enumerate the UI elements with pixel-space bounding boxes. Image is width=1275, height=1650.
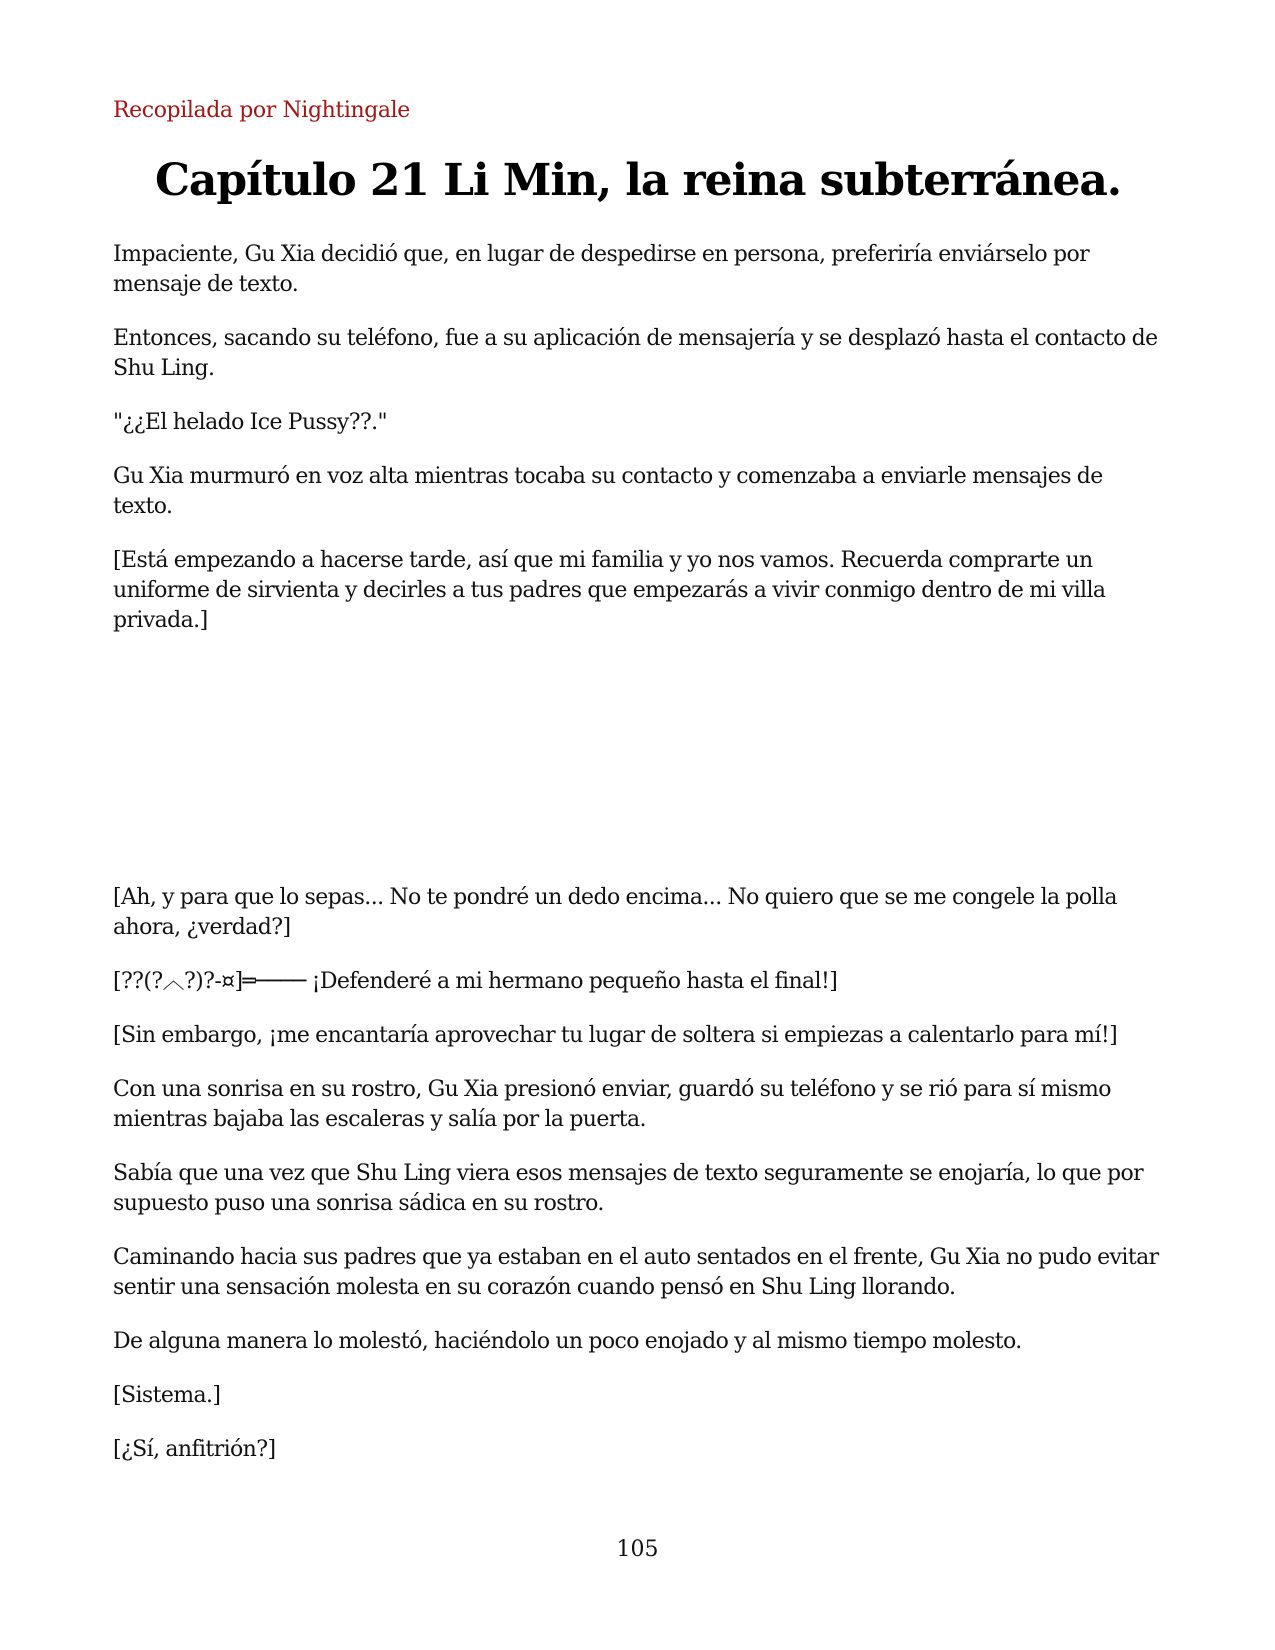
paragraph: [Sistema.] bbox=[113, 1383, 221, 1408]
paragraph: De alguna manera lo molestó, haciéndolo un poco enojado y al mismo tiempo molesto. bbox=[113, 1329, 1022, 1354]
paragraph: Con una sonrisa en su rostro, Gu Xia presionó enviar, guardó su teléfono y se rió para sí mismo mientras bajaba las escaleras y salía por la puerta. bbox=[113, 1077, 1111, 1132]
paragraph: Gu Xia murmuró en voz alta mientras tocaba su contacto y comenzaba a enviarle mensajes de texto. bbox=[113, 464, 1103, 519]
page-number: 105 bbox=[616, 1537, 659, 1562]
text-block-bottom bbox=[113, 883, 1163, 1465]
paragraph: [¿Sí, anfitrión?] bbox=[113, 1437, 276, 1462]
paragraph: [Ah, y para que lo sepas... No te pondré un dedo encima... No quiero que se me congele la polla ahora, ¿verdad?] bbox=[113, 885, 1117, 940]
paragraph: Caminando hacia sus padres que ya estaban en el auto sentados en el frente, Gu Xia no pudo evitar sentir una sensación molesta en su corazón cuando pensó en Shu Ling llorando. bbox=[113, 1245, 1159, 1300]
paragraph: [Está empezando a hacerse tarde, así que mi familia y yo nos vamos. Recuerda comprarte un uniforme de sirvienta y decirles a tus padres que empezarás a vivir conmigo dentro de mi villa privada.] bbox=[113, 548, 1106, 633]
paragraph: Entonces, sacando su teléfono, fue a su aplicación de mensajería y se desplazó hasta el contacto de Shu Ling. bbox=[113, 326, 1158, 381]
paragraph: [??(?︿?)?-¤]═──── ¡Defenderé a mi hermano pequeño hasta el final!] bbox=[113, 969, 838, 994]
chapter-title: Capítulo 21 Li Min, la reina subterránea. bbox=[155, 155, 1121, 206]
text-block-top bbox=[113, 240, 1163, 636]
paragraph: "¿¿El helado Ice Pussy??." bbox=[113, 410, 388, 435]
compiler-credit: Recopilada por Nightingale bbox=[113, 98, 410, 123]
paragraph: [Sin embargo, ¡me encantaría aprovechar tu lugar de soltera si empiezas a calentarlo para mí!] bbox=[113, 1023, 1118, 1048]
paragraph: Sabía que una vez que Shu Ling viera esos mensajes de texto seguramente se enojaría, lo que por supuesto puso una sonrisa sádica en su rostro. bbox=[113, 1161, 1143, 1216]
paragraph: Impaciente, Gu Xia decidió que, en lugar de despedirse en persona, preferiría enviárselo por mensaje de texto. bbox=[113, 242, 1090, 297]
